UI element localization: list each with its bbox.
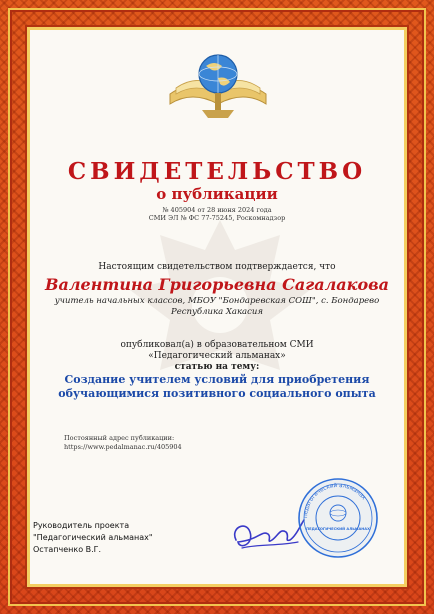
address-url[interactable]: https://www.pedalmanac.ru/405904 (64, 443, 182, 451)
article-label: статью на тему: (174, 362, 260, 372)
recipient-name: Валентина Григорьевна Сагалакова (44, 275, 390, 294)
intro-text: Настоящим свидетельством подтверждается, что (98, 262, 336, 272)
signatory-project: "Педагогический альманах" (33, 533, 153, 542)
published-text: опубликовал(а) в образовательном СМИ (120, 340, 314, 350)
certificate-number: № 405904 от 28 июня 2024 года (162, 206, 272, 214)
certificate-subtitle: о публикации (156, 185, 278, 203)
signatory-name: Остапченко В.Г. (33, 545, 102, 554)
address-label: Постоянный адрес публикации: (64, 434, 175, 442)
certificate-title: СВИДЕТЕЛЬСТВО (67, 158, 367, 185)
media-name: «Педагогический альманах» (148, 351, 286, 361)
stamp-center-text: ПЕДАГОГИЧЕСКИЙ АЛЬМАНАХ (306, 527, 370, 531)
article-topic: Создание учителем условий для приобретения обучающимися позитивного социального опыта (58, 373, 376, 400)
media-license: СМИ ЭЛ № ФС 77-75245, Роскомнадзор (148, 214, 286, 222)
stamp-outer-text: педагогический альманах (302, 482, 367, 519)
recipient-position: учитель начальных классов, МБОУ "Бондаревская СОШ", с. Бондарево Республика Хакасия (54, 296, 380, 317)
globe-book-emblem-icon (166, 48, 270, 120)
stamp-seal-icon (296, 476, 380, 560)
signatory-role: Руководитель проекта (33, 521, 130, 530)
